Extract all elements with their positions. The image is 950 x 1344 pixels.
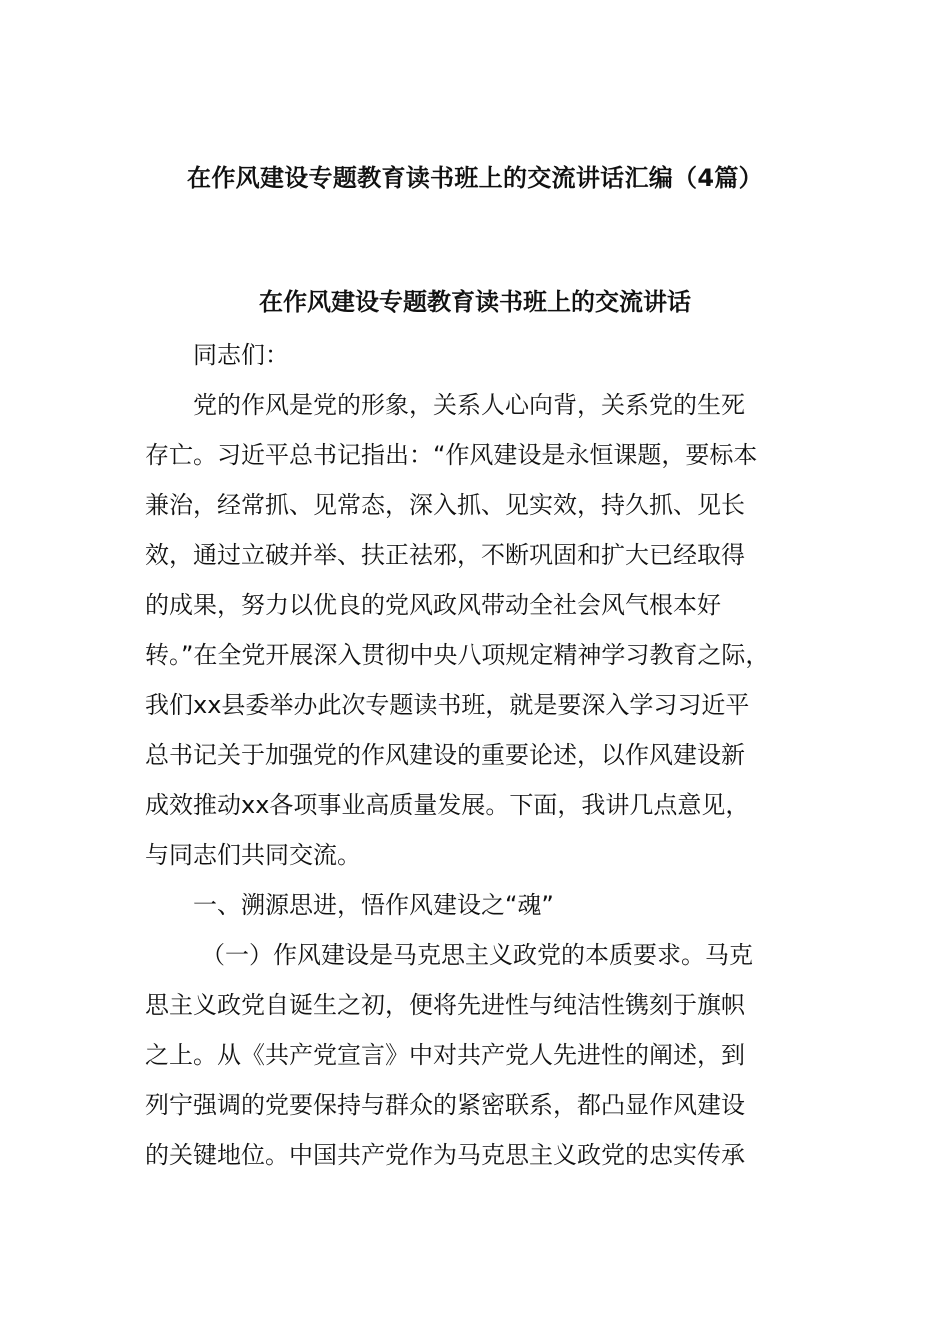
paragraph-line: 转。”在全党开展深入贯彻中央八项规定精神学习教育之际， — [145, 641, 770, 669]
paragraph-line: 党的作风是党的形象，关系人心向背，关系党的生死 — [193, 391, 745, 419]
paragraph-line: 的成果，努力以优良的党风政风带动全社会风气根本好 — [145, 591, 721, 619]
paragraph-line: 与同志们共同交流。 — [145, 841, 361, 869]
paragraph-line: 存亡。习近平总书记指出：“作风建设是永恒课题，要标本 — [145, 441, 758, 469]
paragraph-line: 总书记关于加强党的作风建设的重要论述，以作风建设新 — [145, 741, 745, 769]
salutation: 同志们： — [193, 341, 289, 369]
paragraph-line: 思主义政党自诞生之初，便将先进性与纯洁性镌刻于旗帜 — [145, 991, 745, 1019]
speech-title: 在作风建设专题教育读书班上的交流讲话 — [259, 288, 691, 316]
document-title: 在作风建设专题教育读书班上的交流讲话汇编（4篇） — [187, 164, 763, 192]
paragraph-line: 兼治，经常抓、见常态，深入抓、见实效，持久抓、见长 — [145, 491, 745, 519]
paragraph-line: 成效推动xx各项事业高质量发展。下面，我讲几点意见， — [145, 791, 750, 819]
document-body — [145, 330, 835, 1180]
paragraph-line: 效，通过立破并举、扶正祛邪，不断巩固和扩大已经取得 — [145, 541, 745, 569]
section-heading: 一、溯源思进，悟作风建设之“魂” — [193, 891, 554, 919]
paragraph-line: 我们xx县委举办此次专题读书班，就是要深入学习习近平 — [145, 691, 750, 719]
paragraph-line: （一）作风建设是马克思主义政党的本质要求。马克 — [201, 941, 753, 969]
paragraph-line: 的关键地位。中国共产党作为马克思主义政党的忠实传承 — [145, 1141, 745, 1169]
paragraph-line: 列宁强调的党要保持与群众的紧密联系，都凸显作风建设 — [145, 1091, 745, 1119]
paragraph-line: 之上。从《共产党宣言》中对共产党人先进性的阐述，到 — [145, 1041, 745, 1069]
